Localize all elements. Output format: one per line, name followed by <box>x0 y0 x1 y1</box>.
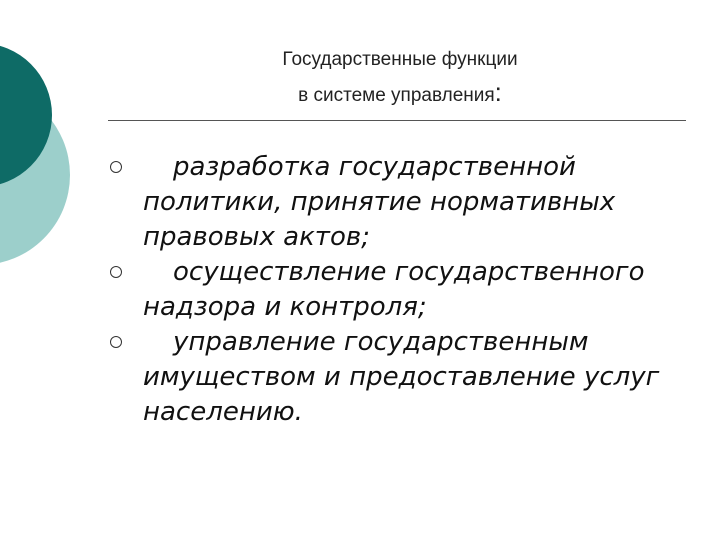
title-line-2 <box>190 76 610 112</box>
circle-bullet-icon <box>110 266 122 278</box>
title-line-1: Государственные функции <box>282 49 518 70</box>
list-item <box>110 325 700 430</box>
title-line-2-text: в системе управления <box>298 85 495 106</box>
bullet-text: разработка государственной политики, принятие нормативных правовых актов; <box>143 152 616 252</box>
title-colon: : <box>494 77 502 107</box>
slide-title <box>190 44 610 112</box>
list-item <box>110 255 700 325</box>
bullet-text: управление государственным имуществом и предоставление услуг населению. <box>143 327 660 427</box>
bullet-text: осуществление государственного надзора и контроля; <box>143 257 645 322</box>
title-divider <box>108 120 686 121</box>
circle-bullet-icon <box>110 161 122 173</box>
list-item <box>110 150 700 255</box>
circle-bullet-icon <box>110 336 122 348</box>
bullet-list <box>110 150 700 430</box>
